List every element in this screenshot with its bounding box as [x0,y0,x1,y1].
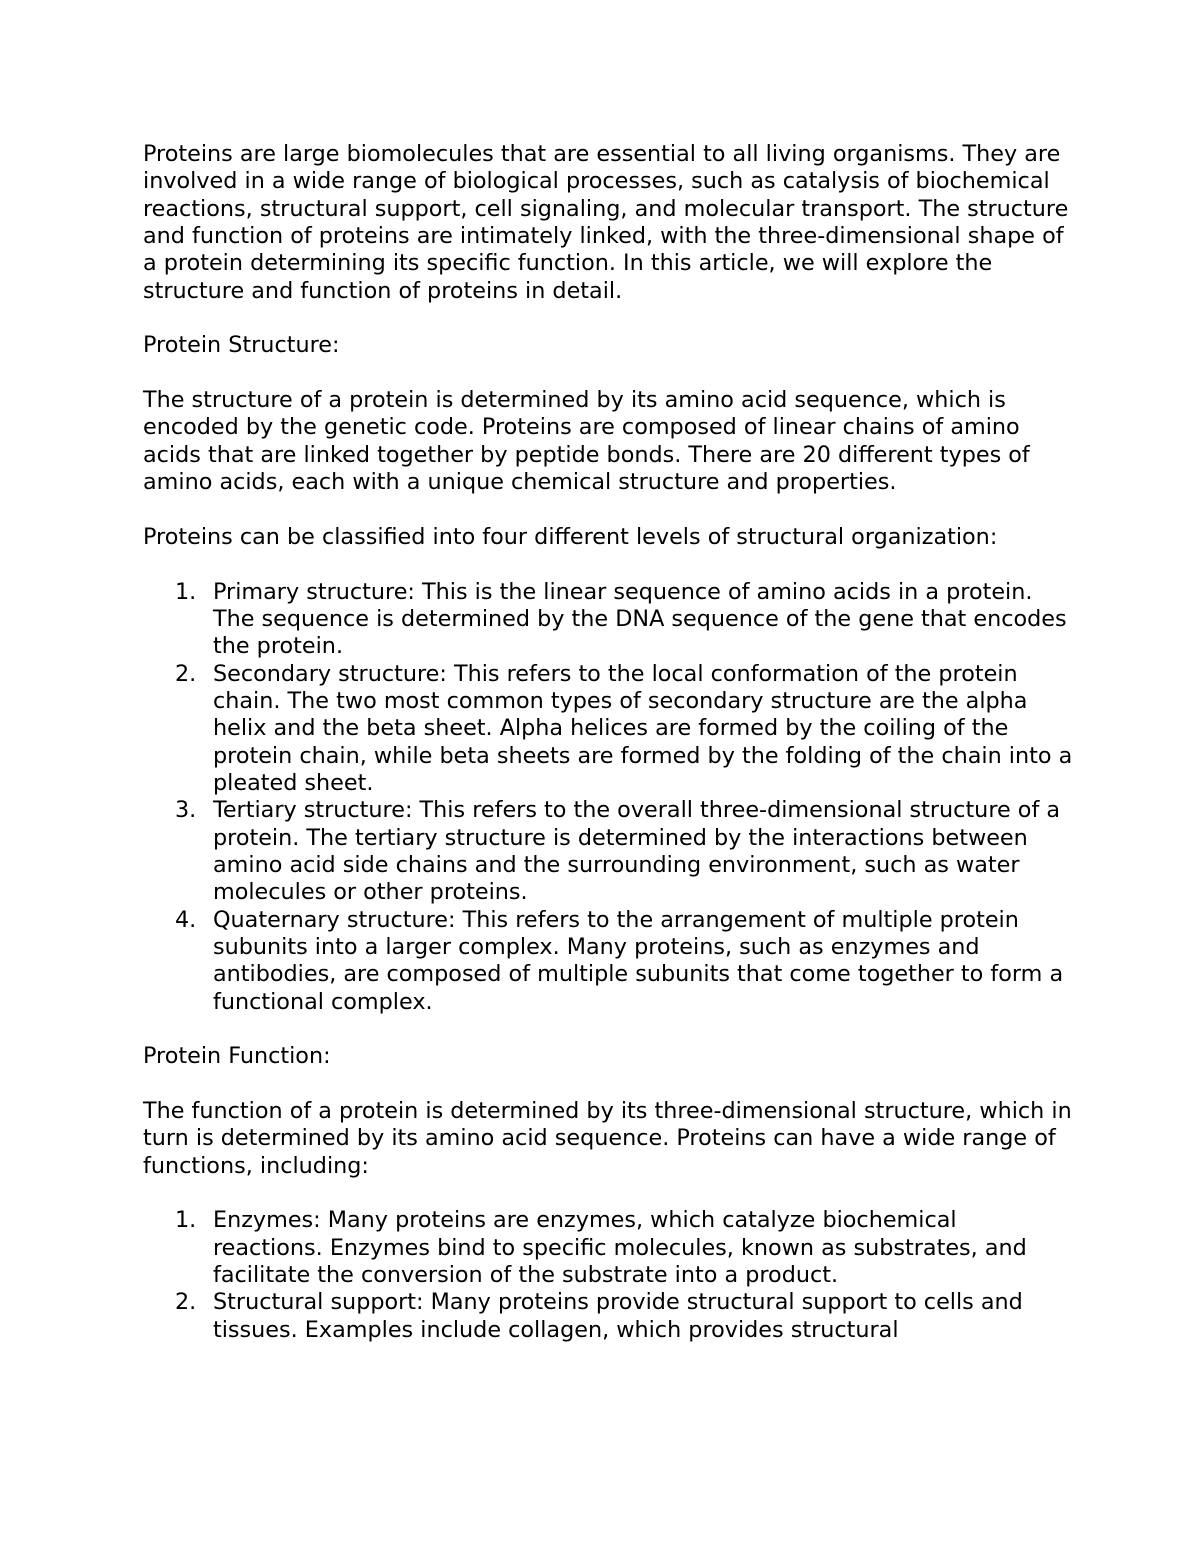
list-number: 4. [175,906,197,933]
list-item-text: Tertiary structure: This refers to the overall three-dimensional structure of a protein. The tertiary structure is determined by the interactions between amino acid side chains and the surrounding environment, such as water molecules or other proteins. [213,797,1061,906]
list-item [143,1289,1073,1344]
levels-intro-paragraph: Proteins can be classified into four different levels of structural organization: [143,523,998,550]
list-number: 1. [175,1207,197,1234]
list-item [143,579,1073,661]
list-number: 3. [175,797,197,824]
structure-levels-list [143,579,1073,1017]
list-item [143,907,1073,1016]
list-item-text: Enzymes: Many proteins are enzymes, which catalyze biochemical reactions. Enzymes bind to specific molecules, known as substrates, and facilitate the conversion of the substrate into a product. [213,1207,1027,1289]
list-item-text: Quaternary structure: This refers to the arrangement of multiple protein subunits into a larger complex. Many proteins, such as enzymes and antibodies, are composed of multiple subunits that come together to form a functional complex. [213,906,1064,1015]
list-number: 2. [175,660,197,687]
list-item-text: Structural support: Many proteins provide structural support to cells and tissues. Examples include collagen, which provides structural [213,1289,1023,1343]
list-item [143,797,1073,906]
intro-paragraph: Proteins are large biomolecules that are essential to all living organisms. They are involved in a wide range of biological processes, such as catalysis of biochemical reactions, structural support, cell signaling, and molecular transport. The structure and function of proteins are intimately linked, with the three-dimensional shape of a protein determining its specific function. In this article, we will explore the structure and function of proteins in detail. [143,141,1069,304]
list-item-text: Secondary structure: This refers to the local conformation of the protein chain. The two most common types of secondary structure are the alpha helix and the beta sheet. Alpha helices are formed by the coiling of the protein chain, while beta sheets are formed by the folding of the chain into a pleated sheet. [213,660,1073,796]
list-item [143,661,1073,798]
document-body [143,141,1073,1344]
list-item-text: Primary structure: This is the linear sequence of amino acids in a protein. The sequence is determined by the DNA sequence of the gene that encodes the protein. [213,578,1067,660]
protein-function-heading: Protein Function: [143,1043,331,1070]
function-paragraph: The function of a protein is determined by its three-dimensional structure, which in turn is determined by its amino acid sequence. Proteins can have a wide range of functions, including: [143,1098,1072,1179]
protein-structure-heading: Protein Structure: [143,332,340,359]
list-item [143,1207,1073,1289]
structure-paragraph: The structure of a protein is determined by its amino acid sequence, which is encoded by the genetic code. Proteins are composed of linear chains of amino acids that are linked together by peptide bonds. There are 20 different types of amino acids, each with a unique chemical structure and properties. [143,387,1030,496]
list-number: 2. [175,1289,197,1316]
function-list [143,1207,1073,1344]
list-number: 1. [175,578,197,605]
